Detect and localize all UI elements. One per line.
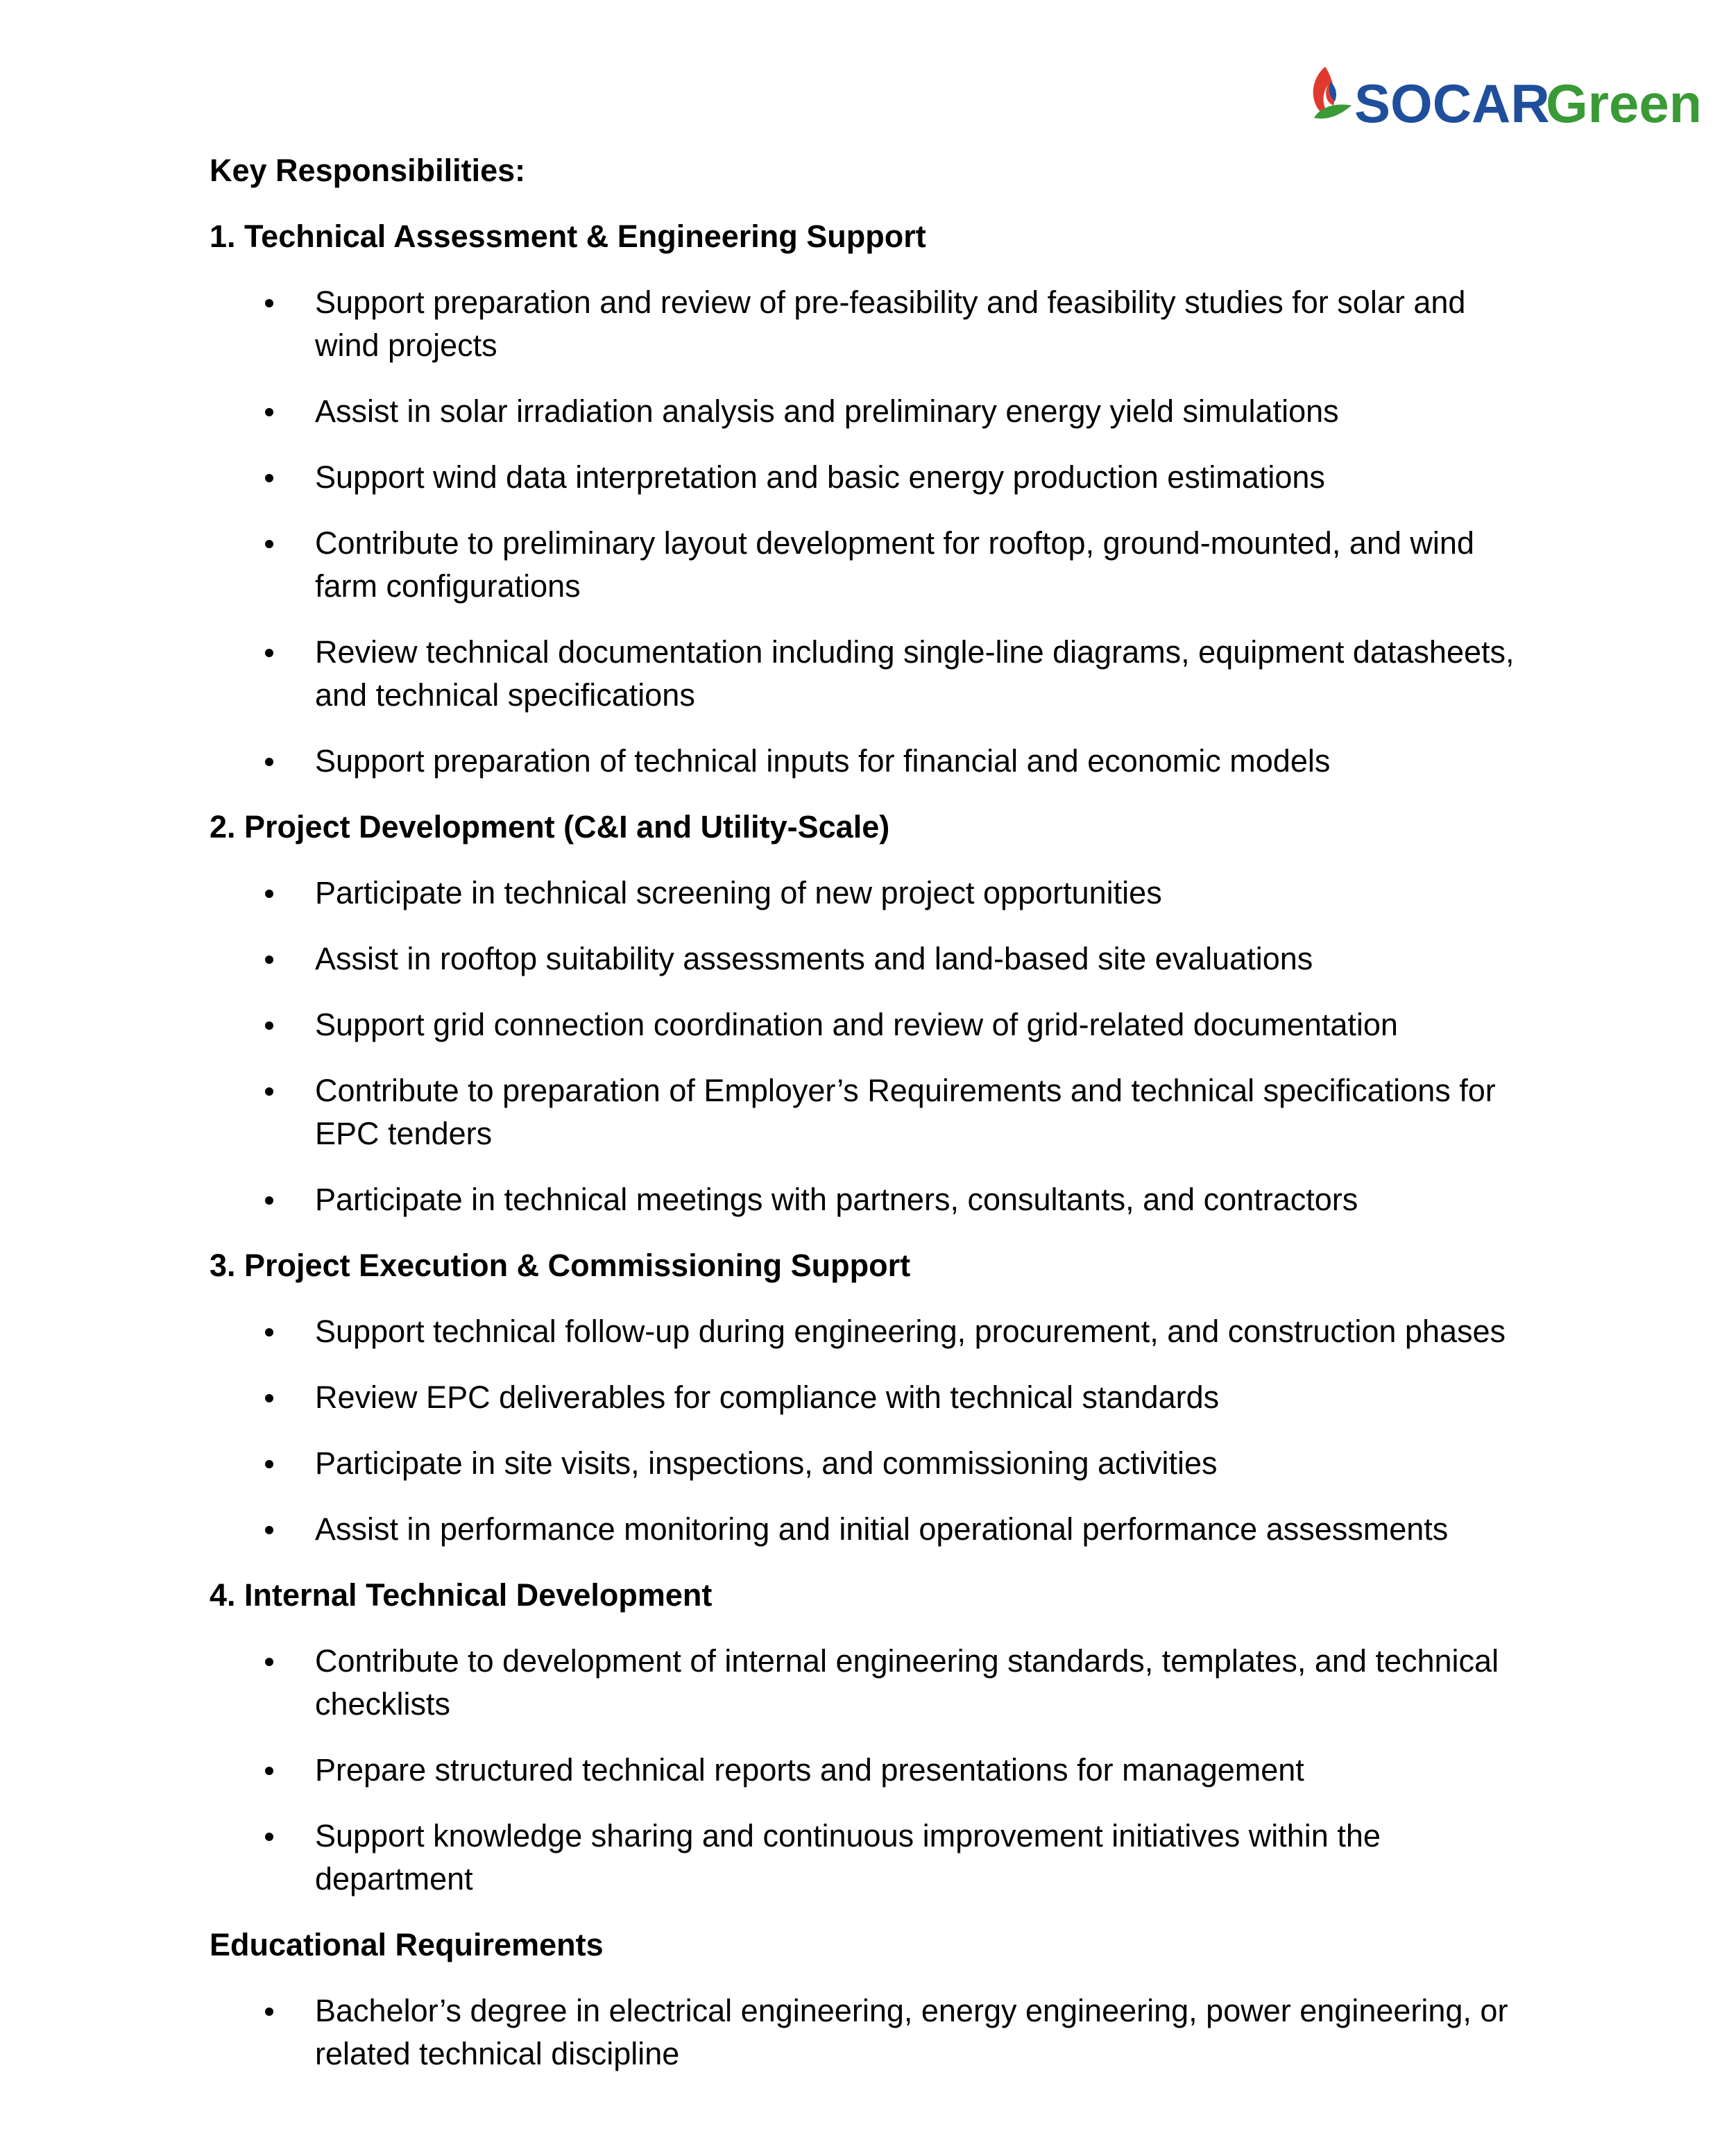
list-item-text: Support wind data interpretation and basic energy production estimations: [315, 459, 1325, 495]
socar-green-logo: [1310, 64, 1698, 133]
bullet-icon: [265, 1833, 273, 1841]
bullet-icon: [265, 649, 273, 657]
list-item-text: Prepare structured technical reports and presentations for management: [315, 1752, 1304, 1788]
list-item: [210, 1749, 1528, 1792]
bullet-icon: [265, 408, 273, 416]
section-heading: 4. Internal Technical Development: [210, 1577, 713, 1613]
bullet-icon: [265, 2008, 273, 2016]
list-item: [210, 1069, 1528, 1155]
list-item: [210, 740, 1528, 783]
list-item-text: Assist in rooftop suitability assessments and land-based site evaluations: [315, 941, 1313, 976]
list-item: [210, 1442, 1528, 1485]
bullet-icon: [265, 1658, 273, 1666]
list-item: [210, 1003, 1528, 1046]
bullet-icon: [265, 1460, 273, 1468]
list-item-text: Bachelor’s degree in electrical engineering, energy engineering, power engineering, or related technical discipline: [315, 1993, 1508, 2071]
list-item-text: Participate in site visits, inspections, and commissioning activities: [315, 1445, 1218, 1481]
list-item-text: Contribute to development of internal engineering standards, templates, and technical checklists: [315, 1643, 1499, 1722]
bullet-list: [210, 1640, 1528, 1901]
section-heading: 3. Project Execution & Commissioning Support: [210, 1248, 911, 1283]
bullet-list: [210, 1989, 1528, 2076]
page-heading: Key Responsibilities:: [210, 153, 526, 188]
logo-text-green: Green: [1546, 73, 1698, 133]
document-body: [210, 149, 1528, 2098]
logo-text-socar: SOCAR: [1354, 73, 1550, 133]
list-item-text: Contribute to preparation of Employer’s Requirements and technical specifications for EPC tenders: [315, 1073, 1496, 1151]
sections-container: [210, 215, 1528, 2076]
list-item: [210, 1815, 1528, 1901]
list-item: [210, 522, 1528, 608]
list-item: [210, 1640, 1528, 1726]
list-item: [210, 1376, 1528, 1419]
bullet-icon: [265, 1021, 273, 1030]
list-item-text: Contribute to preliminary layout development for rooftop, ground-mounted, and wind farm configurations: [315, 525, 1474, 604]
bullet-icon: [265, 956, 273, 964]
list-item-text: Assist in performance monitoring and initial operational performance assessments: [315, 1511, 1449, 1547]
list-item-text: Support technical follow-up during engineering, procurement, and construction phases: [315, 1314, 1506, 1349]
bullet-list: [210, 1310, 1528, 1551]
list-item-text: Support preparation of technical inputs for financial and economic models: [315, 743, 1331, 779]
list-item-text: Support grid connection coordination and review of grid-related documentation: [315, 1007, 1398, 1042]
bullet-list: [210, 872, 1528, 1221]
list-item: [210, 872, 1528, 915]
section-heading: Educational Requirements: [210, 1927, 604, 1962]
flame-leaf-icon: [1310, 64, 1698, 133]
bullet-icon: [265, 1328, 273, 1336]
list-item: [210, 1508, 1528, 1551]
bullet-icon: [265, 299, 273, 307]
list-item-text: Review technical documentation including single-line diagrams, equipment datasheets, and technical specifications: [315, 634, 1515, 713]
list-item: [210, 631, 1528, 717]
list-item-text: Participate in technical screening of new project opportunities: [315, 875, 1162, 910]
list-item: [210, 281, 1528, 367]
list-item: [210, 1989, 1528, 2076]
bullet-icon: [265, 474, 273, 482]
bullet-icon: [265, 1767, 273, 1775]
section-heading: 1. Technical Assessment & Engineering Support: [210, 219, 926, 254]
bullet-icon: [265, 1526, 273, 1534]
list-item-text: Support knowledge sharing and continuous improvement initiatives within the department: [315, 1818, 1381, 1896]
list-item: [210, 1178, 1528, 1221]
list-item: [210, 937, 1528, 981]
list-item-text: Participate in technical meetings with partners, consultants, and contractors: [315, 1182, 1358, 1217]
bullet-icon: [265, 1087, 273, 1096]
bullet-icon: [265, 540, 273, 548]
section-heading: 2. Project Development (C&I and Utility-Scale): [210, 809, 890, 844]
bullet-icon: [265, 758, 273, 766]
bullet-icon: [265, 890, 273, 898]
bullet-icon: [265, 1394, 273, 1402]
list-item: [210, 390, 1528, 433]
list-item-text: Assist in solar irradiation analysis and preliminary energy yield simulations: [315, 393, 1339, 429]
list-item: [210, 1310, 1528, 1353]
list-item-text: Support preparation and review of pre-feasibility and feasibility studies for solar and wind projects: [315, 285, 1466, 363]
bullet-icon: [265, 1196, 273, 1205]
list-item-text: Review EPC deliverables for compliance with technical standards: [315, 1380, 1220, 1415]
bullet-list: [210, 281, 1528, 783]
list-item: [210, 456, 1528, 499]
